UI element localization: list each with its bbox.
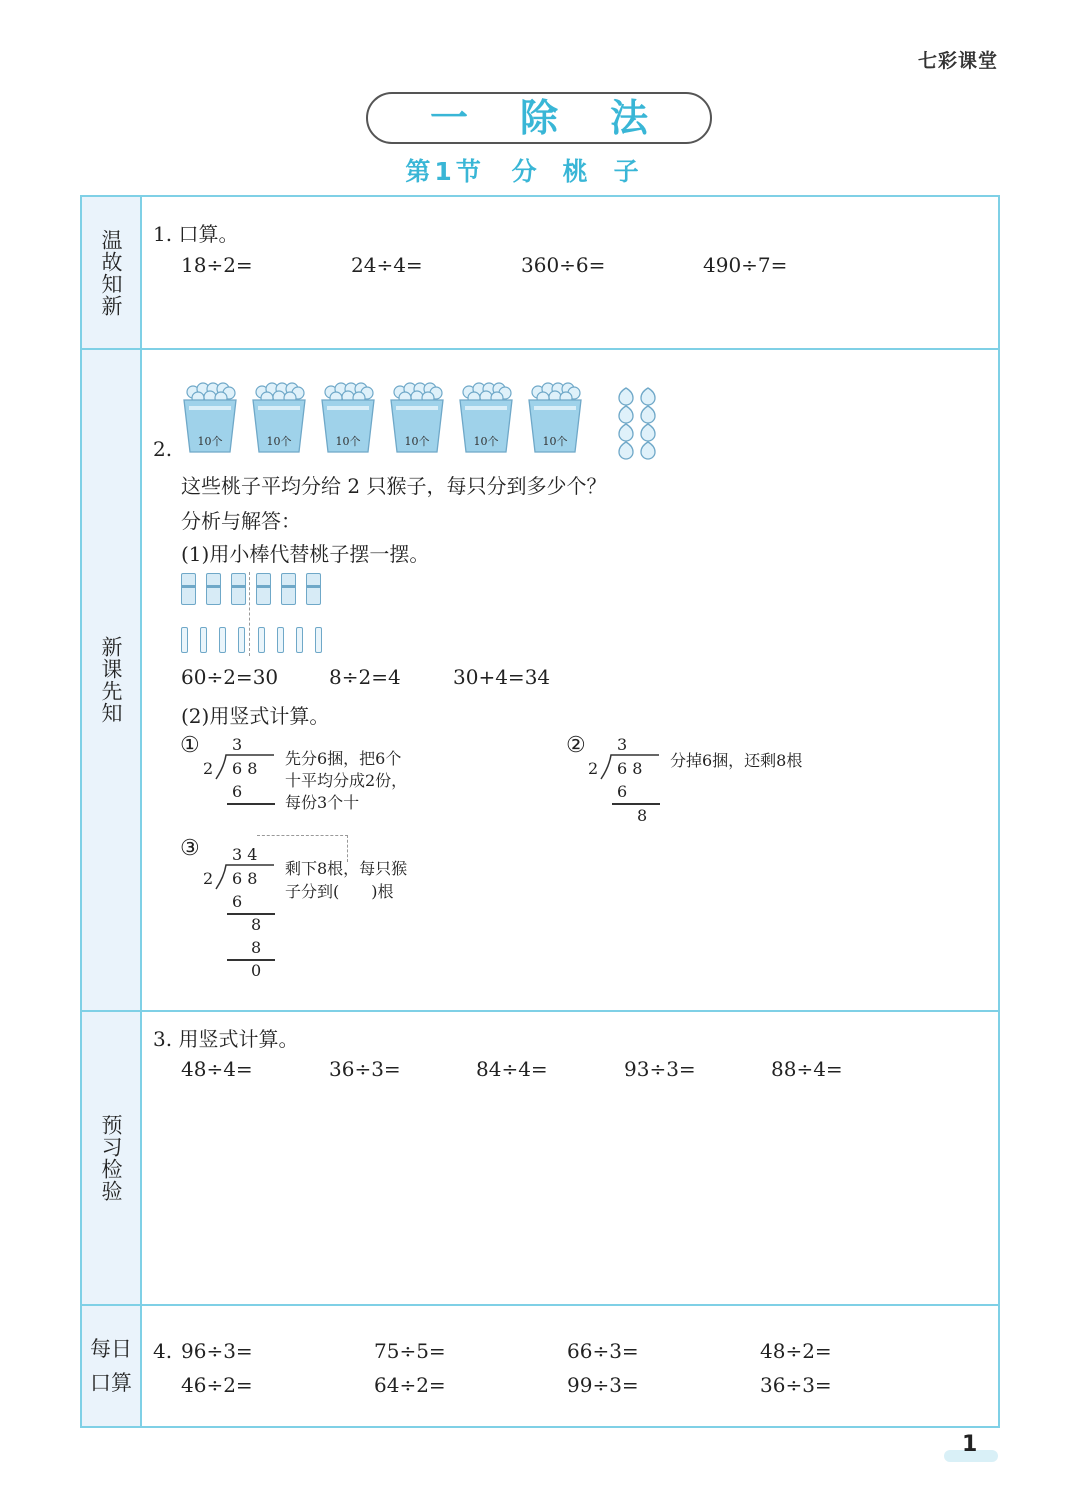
stick-bundle-icon — [231, 573, 246, 605]
q1-item: 490÷7= — [703, 253, 788, 277]
div3-final: 0 — [251, 961, 262, 980]
loose-peaches-icon — [614, 384, 660, 460]
q1-item: 24÷4= — [351, 253, 423, 277]
div3-note: 剩下8根，每只猴 子分到( )根 — [285, 859, 408, 901]
div1-divisor: 2 — [203, 759, 214, 778]
chapter-title: 一除法 — [429, 96, 700, 140]
side-label-review: 温故知新 — [82, 197, 140, 348]
basket-label: 10个 — [335, 435, 361, 448]
basket-label: 10个 — [404, 435, 430, 448]
q4-item: 75÷5= — [374, 1339, 446, 1363]
q1-title: 1. 口算。 — [153, 222, 239, 246]
div3-sub2: 8 — [251, 938, 262, 957]
stick-bundle-icon — [306, 573, 321, 605]
q4-number: 4. — [153, 1339, 173, 1363]
q2-step2: (2)用竖式计算。 — [181, 704, 330, 728]
q2-equation: 60÷2=30 — [181, 665, 279, 689]
q2-equation: 8÷2=4 — [329, 665, 401, 689]
q1-item: 360÷6= — [521, 253, 606, 277]
single-stick-icon — [219, 627, 226, 653]
div1-mark: ① — [180, 733, 200, 758]
section-number: 1 — [434, 157, 452, 186]
brand-logo: 七彩课堂 — [917, 50, 998, 72]
side-label-daily — [82, 1306, 140, 1426]
stick-bundle-icon — [256, 573, 271, 605]
q1-item: 18÷2= — [181, 253, 253, 277]
peach-basket-icon — [181, 380, 239, 456]
q4-item: 99÷3= — [567, 1373, 639, 1397]
stick-bundle-icon — [181, 573, 196, 605]
basket-label: 10个 — [542, 435, 568, 448]
q3-item: 84÷4= — [476, 1057, 548, 1081]
section-suffix: 节 — [455, 157, 481, 186]
div1-dividend: 6 8 — [232, 759, 258, 778]
section-title — [0, 152, 1080, 188]
column-divider — [140, 195, 142, 1428]
stick-bundle-icon — [281, 573, 296, 605]
row-divider — [80, 1010, 1000, 1012]
q3-item: 88÷4= — [771, 1057, 843, 1081]
q4-item: 48÷2= — [760, 1339, 832, 1363]
single-stick-icon — [258, 627, 265, 653]
div1-quotient: 3 — [232, 735, 243, 754]
single-stick-icon — [238, 627, 245, 653]
side-label-preview: 预习检验 — [82, 1012, 140, 1304]
single-stick-icon — [181, 627, 188, 653]
basket-label: 10个 — [197, 435, 223, 448]
row-divider — [80, 348, 1000, 350]
div3-divisor: 2 — [203, 869, 214, 888]
q2-number: 2. — [153, 437, 173, 461]
q2-equation: 30+4=34 — [453, 665, 551, 689]
chapter-title-box — [366, 92, 712, 144]
div3-sub: 6 — [232, 892, 243, 911]
q4-item: 46÷2= — [181, 1373, 253, 1397]
q2-question: 这些桃子平均分给 2 只猴子，每只分到多少个？ — [181, 474, 607, 498]
q4-item: 66÷3= — [567, 1339, 639, 1363]
q2-step1: (1)用小棒代替桃子摆一摆。 — [181, 542, 430, 566]
side-label-daily-2: 口算 — [90, 1371, 132, 1395]
div2-mark: ② — [566, 733, 586, 758]
div2-sub: 6 — [617, 782, 628, 801]
div3-quotient: 3 4 — [232, 845, 258, 864]
peach-basket-icon — [250, 380, 308, 456]
q2-analysis: 分析与解答： — [181, 509, 301, 533]
side-label-new-lesson: 新课先知 — [82, 350, 140, 1010]
basket-label: 10个 — [266, 435, 292, 448]
q3-item: 48÷4= — [181, 1057, 253, 1081]
div3-dividend: 6 8 — [232, 869, 258, 888]
div1-note: 先分6捆，把6个 十平均分成2份， 每份3个十 — [285, 749, 408, 812]
div2-rem: 8 — [637, 806, 648, 825]
div2-note: 分掉6捆，还剩8根 — [670, 751, 803, 770]
q4-item: 36÷3= — [760, 1373, 832, 1397]
section-prefix: 第 — [405, 157, 431, 186]
peach-basket-icon — [526, 380, 584, 456]
q4-item: 96÷3= — [181, 1339, 253, 1363]
q3-item: 36÷3= — [329, 1057, 401, 1081]
div3-rem: 8 — [251, 915, 262, 934]
single-stick-icon — [277, 627, 284, 653]
div2-quotient: 3 — [617, 735, 628, 754]
stick-bundle-icon — [206, 573, 221, 605]
row-divider — [80, 1304, 1000, 1306]
side-label-daily-1: 每日 — [90, 1337, 132, 1361]
q3-title: 3. 用竖式计算。 — [153, 1027, 299, 1051]
basket-label: 10个 — [473, 435, 499, 448]
div1-rule — [227, 803, 275, 805]
single-stick-icon — [315, 627, 322, 653]
div1-sub: 6 — [232, 782, 243, 801]
peach-basket-icon — [388, 380, 446, 456]
single-stick-icon — [296, 627, 303, 653]
div2-divisor: 2 — [588, 759, 599, 778]
peach-basket-icon — [319, 380, 377, 456]
page-number: 1 — [962, 1432, 978, 1457]
peach-basket-icon — [457, 380, 515, 456]
q3-item: 93÷3= — [624, 1057, 696, 1081]
single-stick-icon — [200, 627, 207, 653]
divider-dashed-line — [249, 572, 250, 656]
section-name: 分桃子 — [511, 157, 665, 186]
div2-rule — [612, 803, 660, 805]
div2-dividend: 6 8 — [617, 759, 643, 778]
q4-item: 64÷2= — [374, 1373, 446, 1397]
div3-mark: ③ — [180, 836, 200, 861]
